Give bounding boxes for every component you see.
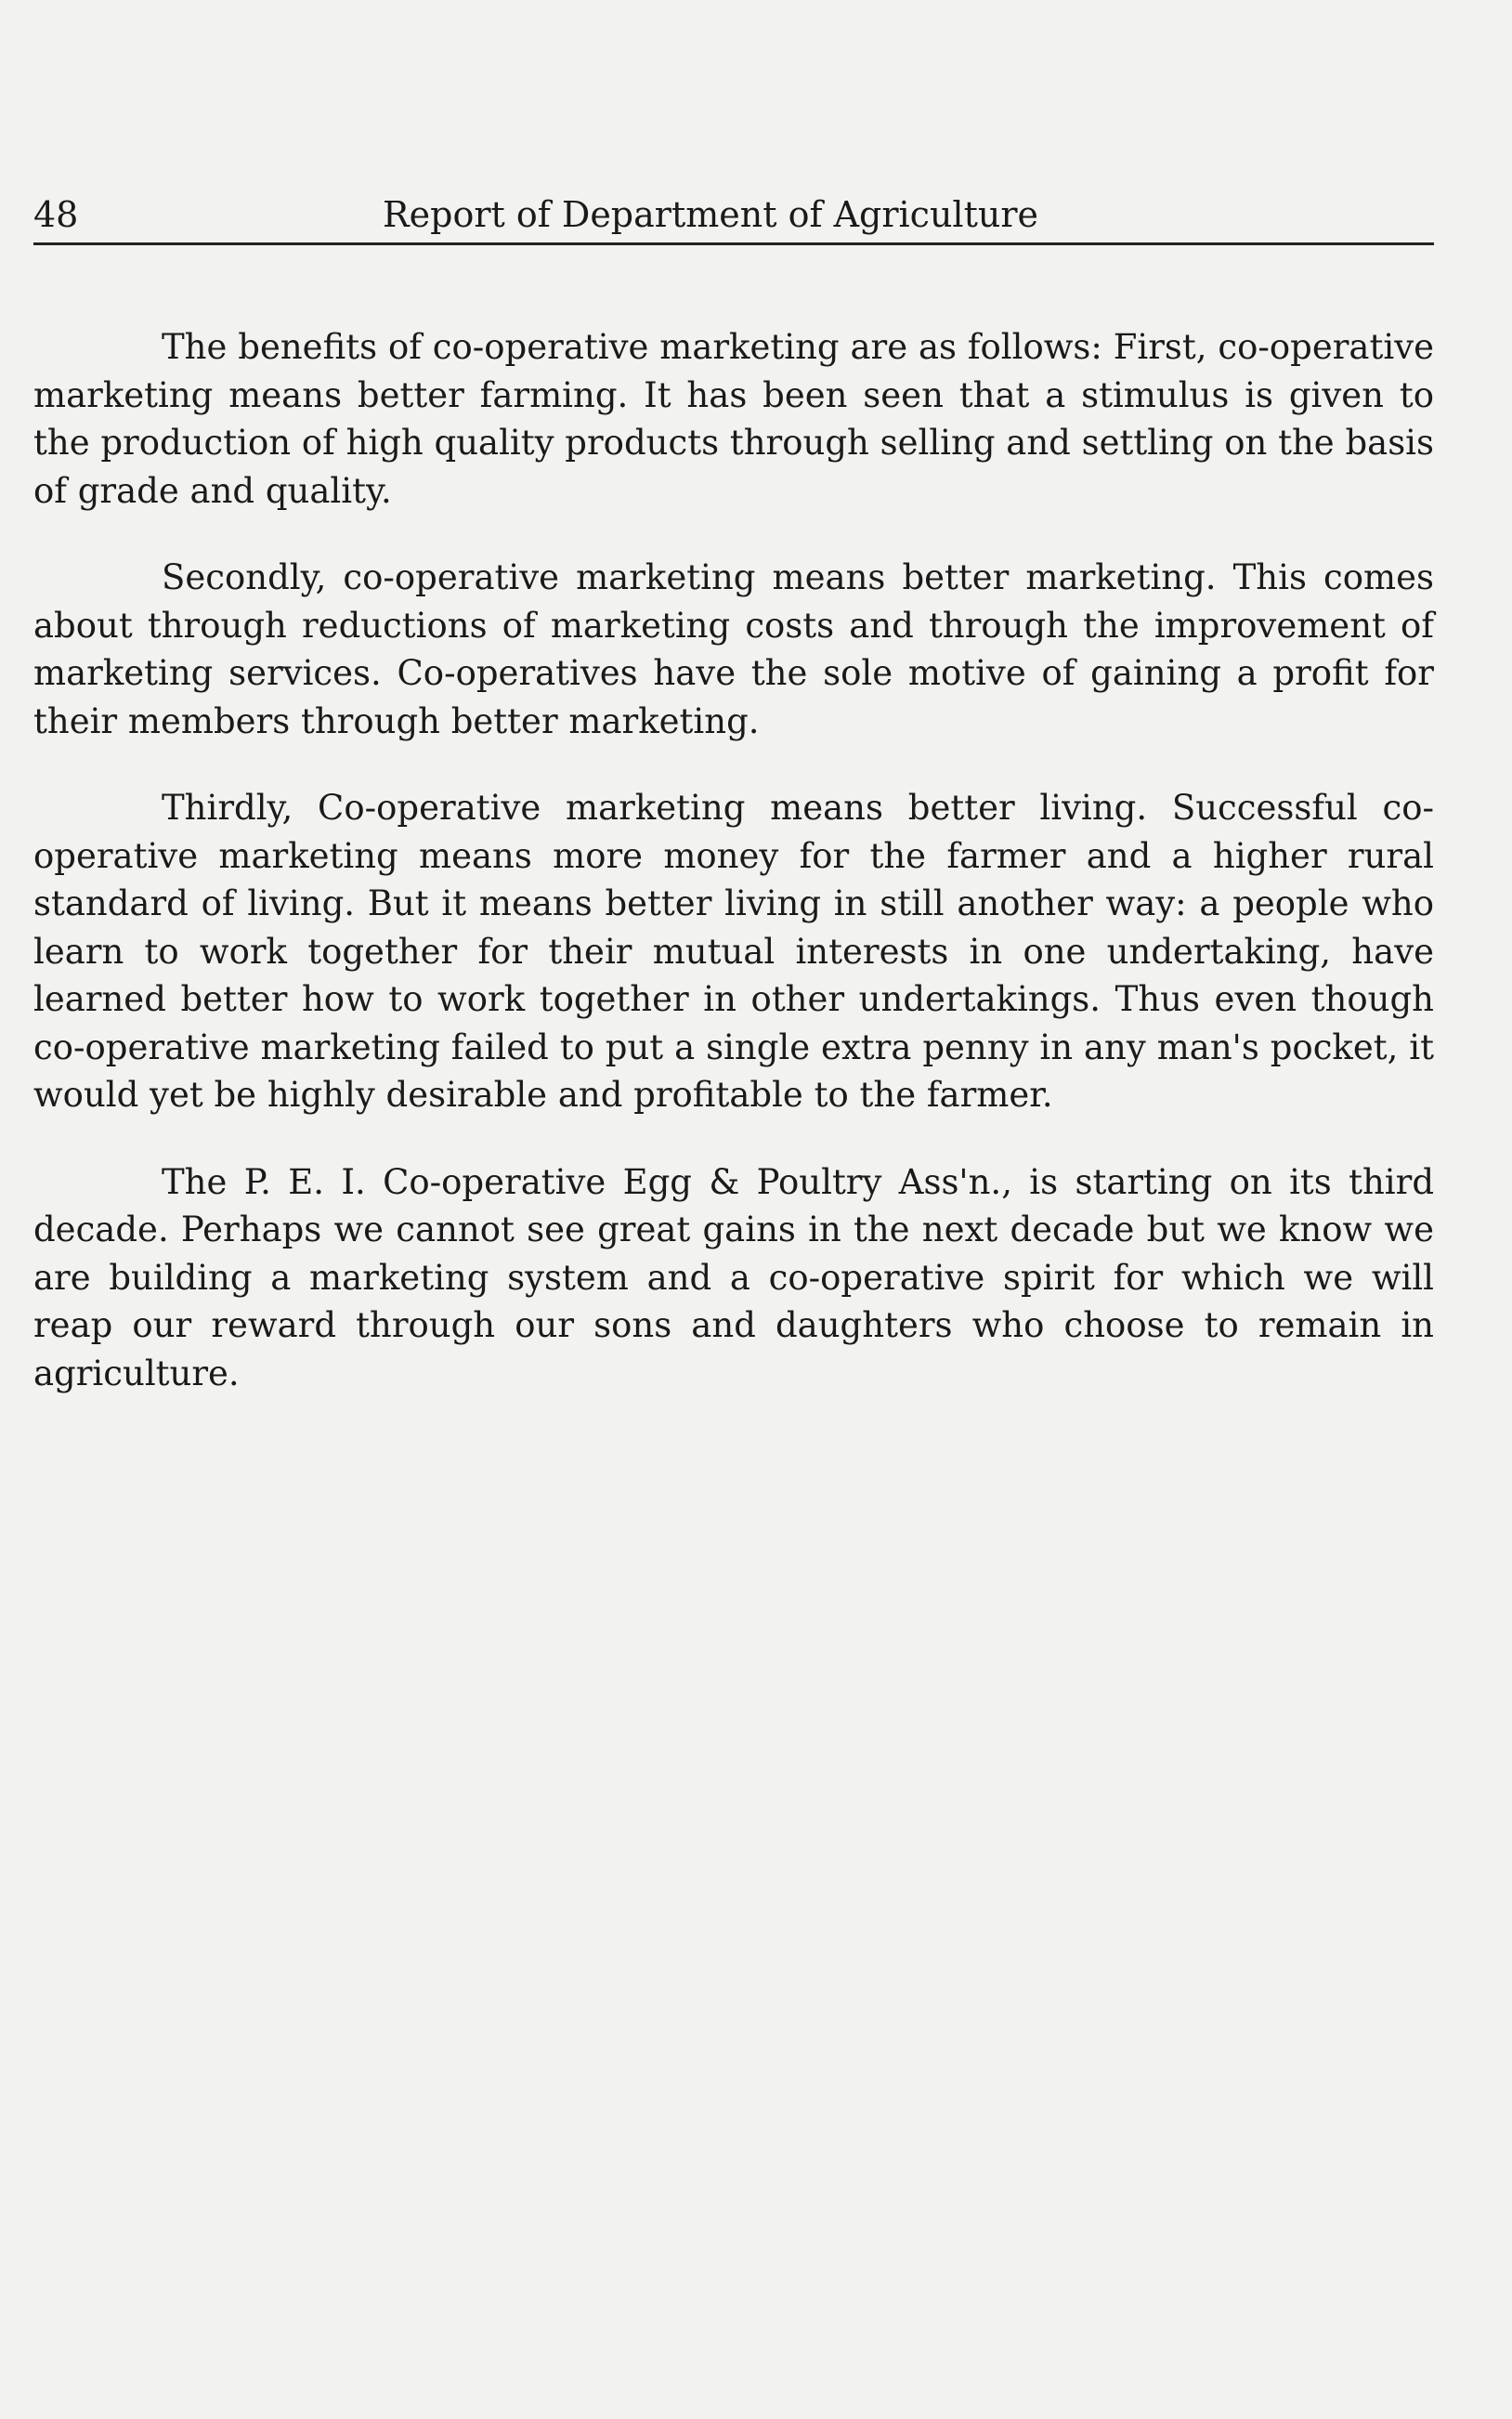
paragraph-secondly: Secondly, co-operative marketing means better marketing. This comes about through reductions of marketing costs and through the improvement of marketing services. Co-operatives have the sole motive of gaining a profit for their members through better marketing. bbox=[33, 557, 1434, 741]
paragraph-pei-association: The P. E. I. Co-operative Egg & Poultry Ass'n., is starting on its third decade. Perhaps we cannot see great gains in the next decade but we know we are building a marketing system and a co-operative spirit for which we will reap our reward through our sons and daughters who choose to remain in agriculture. bbox=[33, 1161, 1434, 1393]
paragraph-thirdly: Thirdly, Co-operative marketing means better living. Successful co-operative marketing means more money for the farmer and a higher rural standard of living. But it means better living in still another way: a people who learn to work together for their mutual interests in one undertaking, have learned better how to work together in other undertakings. Thus even though co-operative marketing failed to put a single extra penny in any man's pocket, it would yet be highly desirable and profitable to the farmer. bbox=[33, 788, 1434, 1115]
document-page bbox=[33, 0, 1434, 2419]
body-text bbox=[33, 323, 1434, 1436]
running-title: Report of Department of Agriculture bbox=[383, 194, 1038, 235]
page-header bbox=[33, 190, 1434, 245]
paragraph-benefits: The benefits of co-operative marketing are as follows: First, co-operative marketing means better farming. It has been seen that a stimulus is given to the production of high quality products through selling and settling on the basis of grade and quality. bbox=[33, 327, 1434, 511]
page-number: 48 bbox=[33, 194, 79, 235]
